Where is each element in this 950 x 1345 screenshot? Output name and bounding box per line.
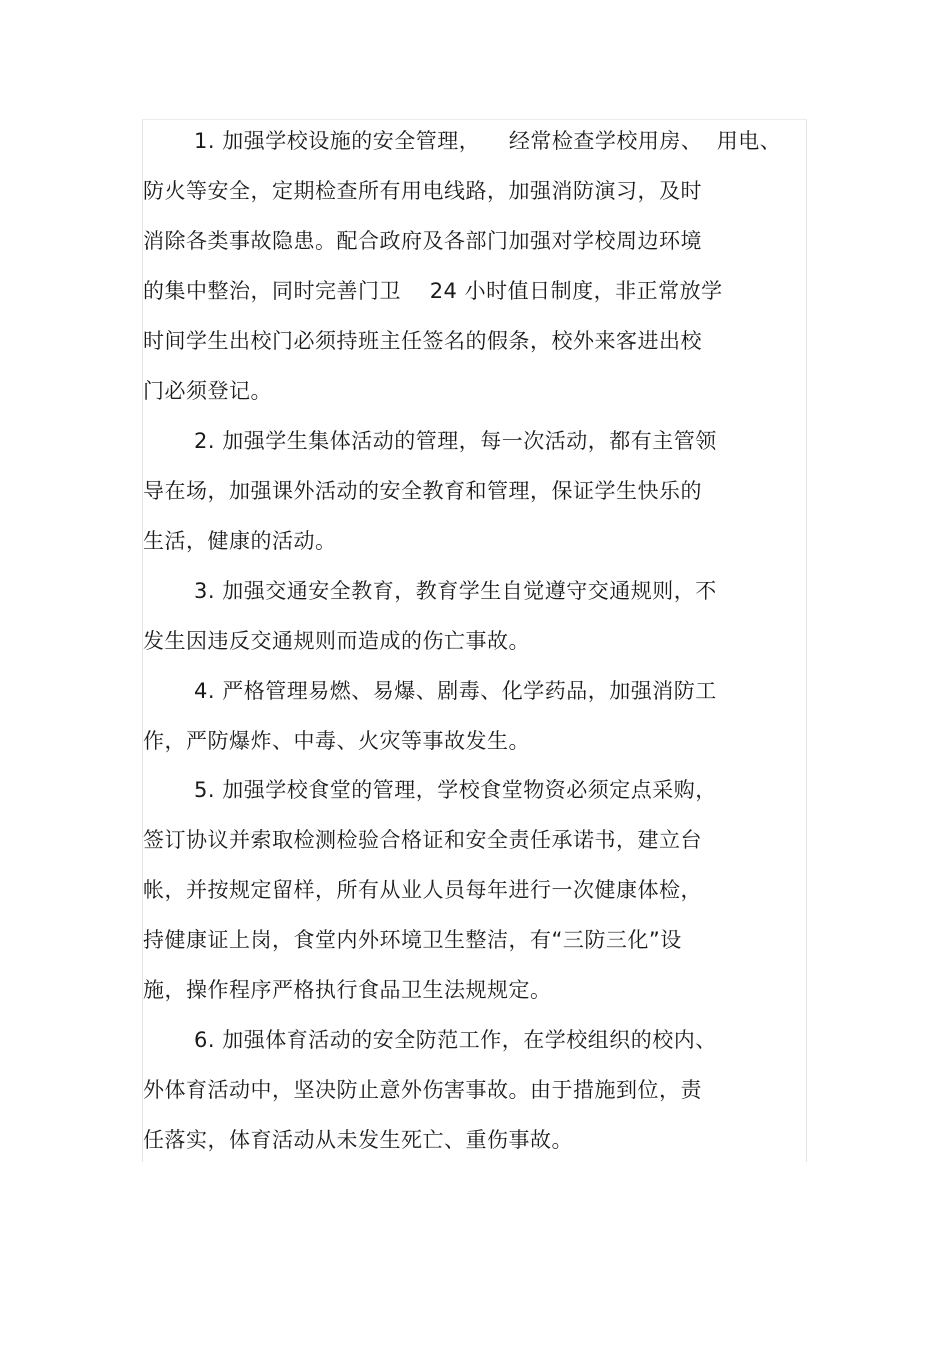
text-line: 持健康证上岗，食堂内外环境卫生整洁，有“三防三化”设	[143, 928, 682, 952]
text-line: 任落实，体育活动从未发生死亡、重伤事故。	[143, 1128, 573, 1152]
text-line: 的集中整治，同时完善门卫 24 小时值日制度，非正常放学	[143, 279, 723, 303]
text-line: 门必须登记。	[143, 379, 272, 403]
text-line: 作，严防爆炸、中毒、火灾等事故发生。	[143, 729, 530, 753]
text-line: 6. 加强体育活动的安全防范工作，在学校组织的校内、	[194, 1028, 717, 1052]
text-line: 时间学生出校门必须持班主任签名的假条，校外来客进出校	[143, 329, 702, 353]
text-line: 发生因违反交通规则而造成的伤亡事故。	[143, 629, 530, 653]
text-line: 施，操作程序严格执行食品卫生法规规定。	[143, 978, 552, 1002]
text-line: 4. 严格管理易燃、易爆、剧毒、化学药品，加强消防工	[194, 679, 717, 703]
text-line: 帐，并按规定留样，所有从业人员每年进行一次健康体检，	[143, 878, 702, 902]
text-line: 2. 加强学生集体活动的管理，每一次活动，都有主管领	[194, 429, 717, 453]
text-line: 3. 加强交通安全教育，教育学生自觉遵守交通规则，不	[194, 579, 717, 603]
text-line: 签订协议并索取检测检验合格证和安全责任承诺书，建立台	[143, 828, 702, 852]
text-line: 1. 加强学校设施的安全管理， 经常检查学校用房、 用电、	[194, 129, 782, 153]
text-line: 生活，健康的活动。	[143, 529, 337, 553]
text-line: 防火等安全，定期检查所有用电线路，加强消防演习，及时	[143, 179, 702, 203]
text-line: 导在场，加强课外活动的安全教育和管理，保证学生快乐的	[143, 479, 702, 503]
text-line: 消除各类事故隐患。配合政府及各部门加强对学校周边环境	[143, 229, 702, 253]
text-line: 外体育活动中，坚决防止意外伤害事故。由于措施到位，责	[143, 1078, 702, 1102]
text-line: 5. 加强学校食堂的管理，学校食堂物资必须定点采购，	[194, 778, 717, 802]
